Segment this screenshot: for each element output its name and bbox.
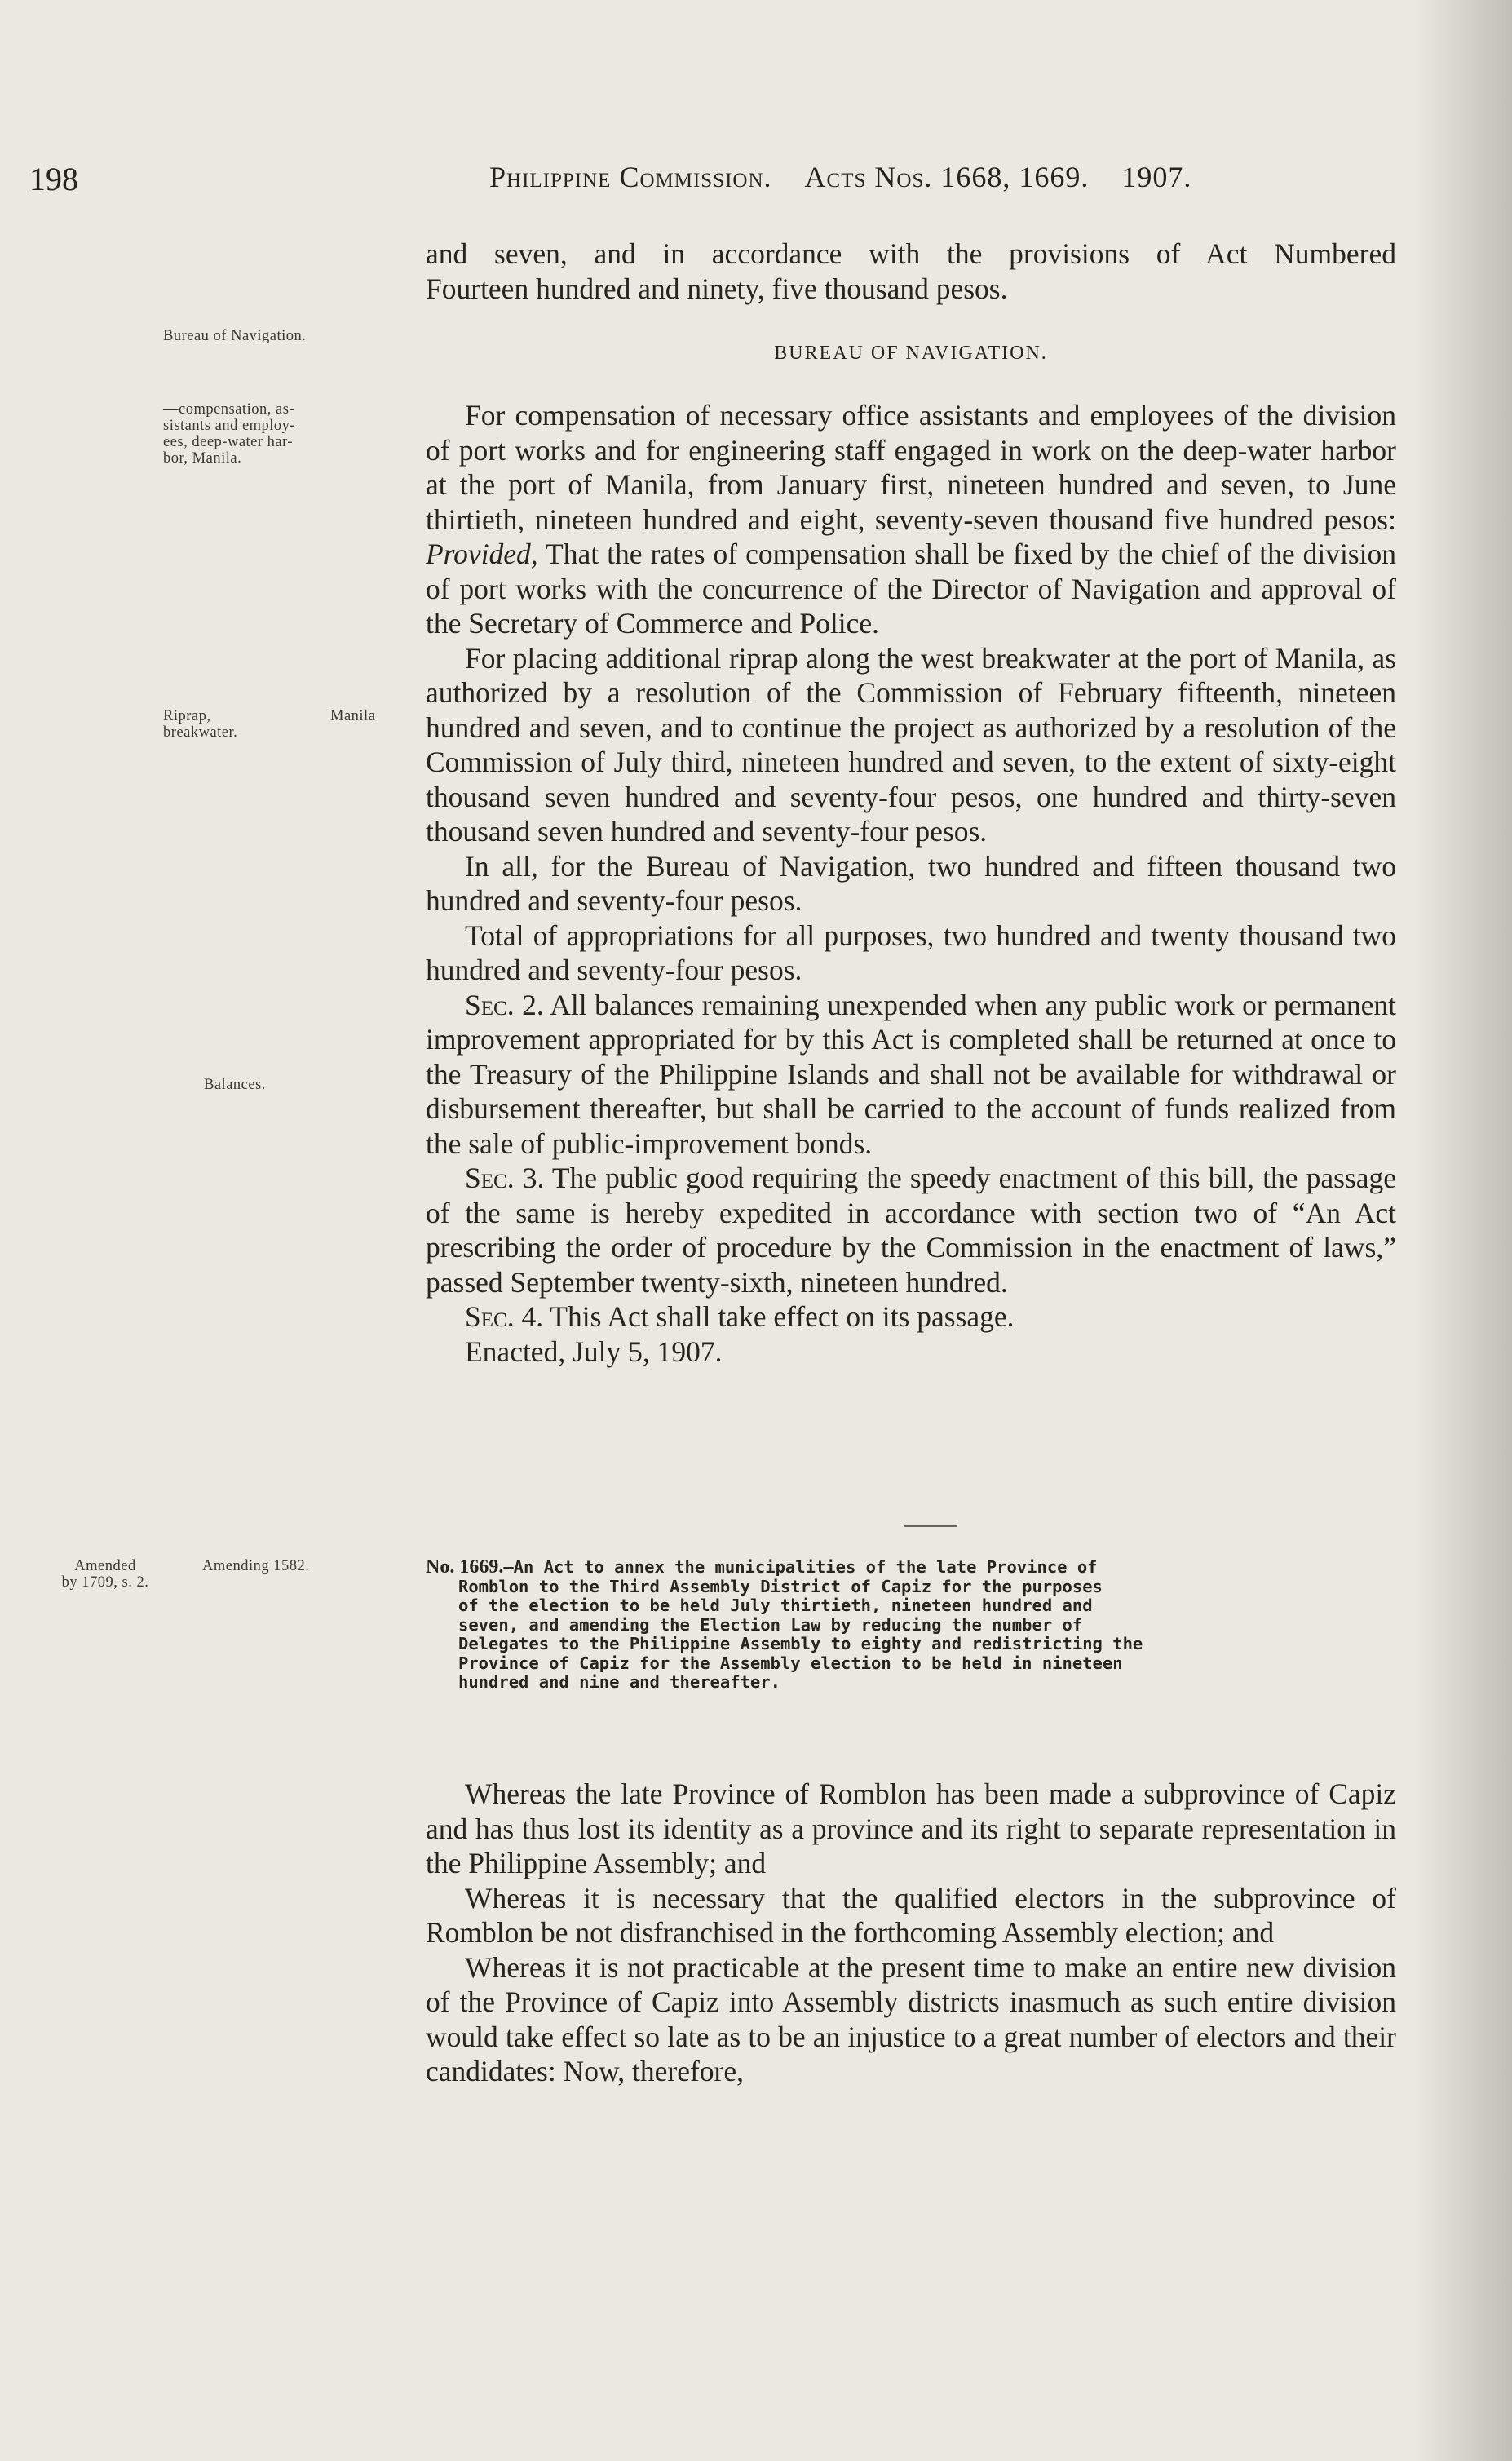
margin-note-compensation-line: —compensation, as- bbox=[163, 401, 295, 418]
paragraph-text: This Act shall take effect on its passage. bbox=[543, 1300, 1015, 1333]
section-divider bbox=[904, 1525, 957, 1527]
paragraph-in-all: In all, for the Bureau of Navigation, two hundred and fifteen thousand two hundred and seventy-four pesos. bbox=[426, 849, 1396, 917]
margin-note-amended bbox=[36, 1558, 175, 1591]
section-label: Sec. 4. bbox=[465, 1300, 544, 1333]
margin-note-riprap-manila: Manila bbox=[330, 708, 376, 724]
act-title-line: of the election to be held July thirtieth, nineteen hundred and bbox=[458, 1596, 1093, 1615]
whereas-paragraph-3: Whereas it is not practicable at the present time to make an entire new division of the Province of Capiz into Assembly districts inasmuch as such entire division would take effect so late as to be an injustice to a great number of electors and their candidates: Now, therefore, bbox=[426, 1950, 1396, 2087]
running-head-acts: Acts Nos. 1668, 1669. bbox=[804, 161, 1090, 193]
paragraph-text: All balances remaining unexpended when any public work or permanent improvement appropriated for by this Act is completed shall be returned at once to the Treasury of the Philippine Islands and shall not be available for withdrawal or disbursement thereafter, but shall be carried to the account of funds realized from the sale of public-improvement bonds. bbox=[426, 988, 1396, 1160]
margin-note-compensation-line: sistants and employ- bbox=[163, 418, 296, 434]
margin-note-riprap-line: Riprap, bbox=[163, 708, 211, 724]
section-heading: BUREAU OF NAVIGATION. bbox=[774, 343, 1048, 364]
paragraph-compensation bbox=[426, 398, 1396, 641]
continued-line-1: and seven, and in accordance with the provisions of Act Numbered bbox=[426, 237, 1396, 270]
act-title-line: Province of Capiz for the Assembly election to be held in nineteen bbox=[458, 1653, 1123, 1673]
act-title-line: seven, and amending the Election Law by reducing the number of bbox=[458, 1614, 1083, 1635]
paragraph-sec-2 bbox=[426, 988, 1396, 1162]
act-title-line: hundred and nine and thereafter. bbox=[458, 1672, 780, 1692]
margin-note-amended-line: by 1709, s. 2. bbox=[61, 1574, 149, 1591]
margin-note-riprap-line: breakwater. bbox=[163, 724, 238, 741]
margin-note-riprap bbox=[163, 708, 412, 741]
continued-text bbox=[426, 237, 1396, 306]
act-title-text: —An Act to annex the municipalities of the late Province of bbox=[503, 1557, 1098, 1577]
act-title-line bbox=[426, 1558, 1396, 1578]
whereas-paragraph-2: Whereas it is necessary that the qualified electors in the subprovince of Romblon be not disfranchised in the forthcoming Assembly election; and bbox=[426, 1881, 1396, 1949]
whereas-clauses bbox=[426, 1777, 1396, 2089]
running-head-year: 1907. bbox=[1121, 161, 1192, 193]
margin-note-compensation bbox=[163, 401, 412, 467]
paragraph-text: The public good requiring the speedy enactment of this bill, the passage of the same is hereby expedited in accordance with section two of “An Act prescribing the order of procedure by the Commission in the enactment of laws,” passed September twenty-sixth, nineteen hundred. bbox=[426, 1162, 1396, 1299]
proviso-word: Provided, bbox=[426, 538, 538, 570]
running-head-commission: Philippine Commission. bbox=[489, 161, 772, 193]
main-text bbox=[426, 398, 1396, 1369]
whereas-paragraph-1: Whereas the late Province of Romblon has been made a subprovince of Capiz and has thus lost its identity as a province and its right to separate representation in the Philippine Assembly; and bbox=[426, 1777, 1396, 1879]
enacted-line: Enacted, July 5, 1907. bbox=[465, 1335, 723, 1368]
act-title-line: Romblon to the Third Assembly District of Capiz for the purposes bbox=[458, 1576, 1103, 1596]
paragraph-sec-3 bbox=[426, 1161, 1396, 1299]
page-header bbox=[0, 160, 1512, 202]
page-number: 198 bbox=[29, 161, 78, 197]
margin-note-amending: Amending 1582. bbox=[202, 1558, 310, 1574]
paragraph-total: Total of appropriations for all purposes, two hundred and twenty thousand two hundred and seventy-four pesos. bbox=[426, 918, 1396, 986]
margin-note-compensation-line: ees, deep-water har- bbox=[163, 434, 294, 450]
act-number: No. 1669. bbox=[426, 1556, 504, 1578]
continued-line-2: Fourteen hundred and ninety, five thousand pesos. bbox=[426, 272, 1008, 305]
paragraph-text: For compensation of necessary office assistants and employees of the division of port works and for engineering staff engaged in work on the deep-water harbor at the port of Manila, from January first, nineteen hundred and seven, to June thirtieth, nineteen hundred and eight, seventy-seven thousand five hundred pesos: bbox=[426, 399, 1396, 536]
paragraph-text: That the rates of compensation shall be fixed by the chief of the division of port works with the concurrence of the Director of Navigation and approval of the Secretary of Commerce and Police. bbox=[426, 538, 1396, 640]
margin-note-bureau-text: Bureau of Navigation. bbox=[163, 328, 307, 344]
paragraph-sec-4 bbox=[426, 1299, 1396, 1335]
act-title-line: Delegates to the Philippine Assembly to eighty and redistricting the bbox=[458, 1634, 1143, 1653]
margin-note-amended-line: Amended bbox=[74, 1558, 136, 1574]
margin-note-balances: Balances. bbox=[204, 1077, 266, 1093]
margin-note-compensation-line: bor, Manila. bbox=[163, 450, 242, 467]
paragraph-riprap: For placing additional riprap along the west breakwater at the port of Manila, as authorized by a resolution of the Commission of February fifteenth, nineteen hundred and seven, and to continue the project as authorized by a resolution of the Commission of July third, nineteen hundred and seven, to the extent of sixty-eight thousand seven hundred and seventy-four pesos, one hundred and thirty-seven thousand seven hundred and seventy-four pesos. bbox=[426, 641, 1396, 848]
page-edge-shadow bbox=[1414, 0, 1512, 2461]
margin-note-bureau bbox=[163, 328, 412, 344]
running-head bbox=[489, 160, 1191, 194]
act-1669-title bbox=[426, 1558, 1396, 1693]
section-label: Sec. 3. bbox=[465, 1162, 545, 1194]
section-label: Sec. 2. bbox=[465, 988, 544, 1021]
